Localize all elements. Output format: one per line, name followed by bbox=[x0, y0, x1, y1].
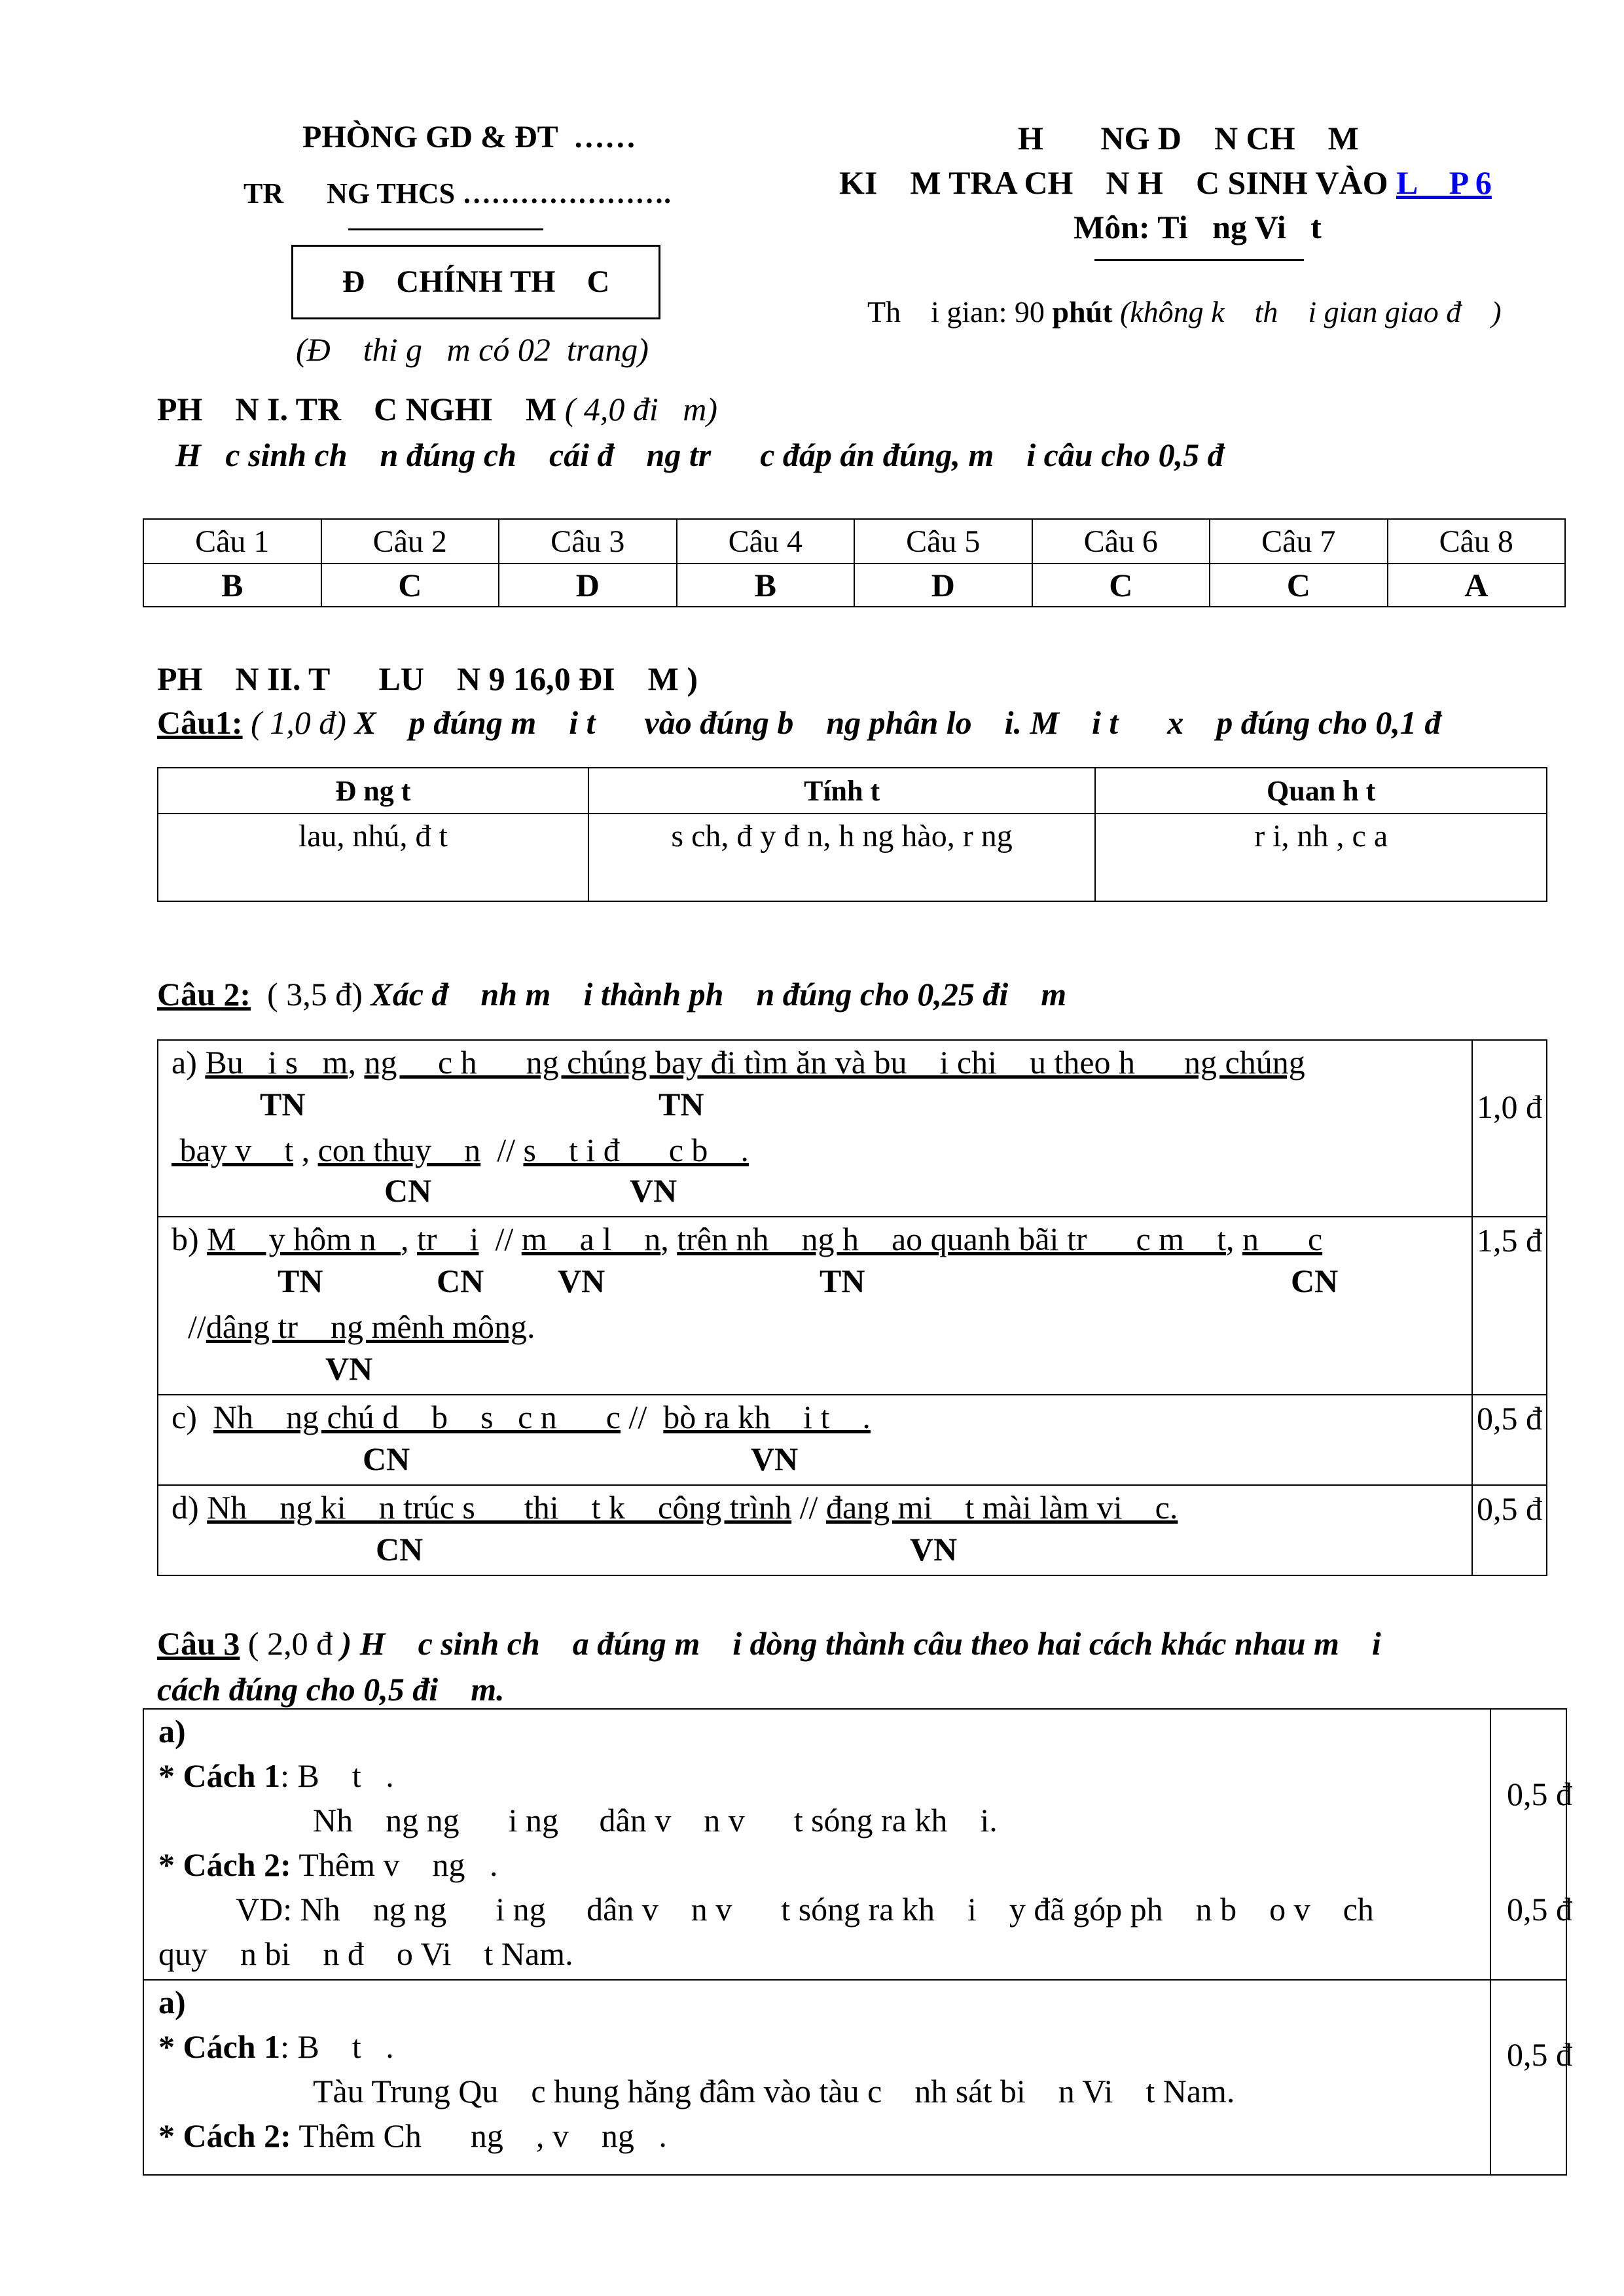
answer-cell: B bbox=[677, 564, 855, 607]
score-value: 0,5 đ bbox=[1507, 1891, 1572, 1928]
row-marker: c) bbox=[171, 1399, 213, 1435]
q3-heading-cont: cách đúng cho 0,5 đi m. bbox=[157, 1671, 505, 1708]
separator: // bbox=[621, 1399, 664, 1435]
predicate: s t i đ c b . bbox=[523, 1132, 749, 1168]
separator: , bbox=[293, 1132, 318, 1168]
row-marker: b) bbox=[171, 1221, 208, 1257]
part1-heading bbox=[157, 390, 717, 428]
table-row bbox=[143, 519, 1565, 564]
separator: , bbox=[401, 1221, 418, 1257]
answer-cell: C bbox=[321, 564, 499, 607]
table-row bbox=[143, 1709, 1566, 1980]
q1-points: ( 1,0 đ) bbox=[242, 704, 346, 741]
item-label: a) bbox=[158, 1984, 186, 2020]
table-cell bbox=[158, 1217, 1472, 1395]
example-text: VD: Nh ng ng i ng dân v n v t sóng ra kh i y đã góp ph n b o v ch bbox=[236, 1891, 1374, 1928]
example-text: Nh ng ng i ng dân v n v t sóng ra kh i. bbox=[313, 1802, 998, 1839]
method-label: * Cách 2: bbox=[158, 1846, 291, 1883]
answer-cell: D bbox=[499, 564, 677, 607]
divider bbox=[348, 228, 543, 230]
subject-label: Môn: Ti ng Vi t bbox=[1074, 209, 1322, 245]
table-row bbox=[143, 1980, 1566, 2175]
tag-tn: TN bbox=[260, 1086, 306, 1122]
subject: tr i bbox=[417, 1221, 479, 1257]
title-line-2-text: KI M TRA CH N H C SINH VÀO bbox=[839, 164, 1397, 201]
table-header-cell: Đ ng t bbox=[158, 768, 588, 814]
word-class-table bbox=[157, 767, 1547, 902]
table-cell bbox=[158, 1395, 1472, 1485]
method-text: : B t . bbox=[280, 2028, 394, 2065]
grade-link[interactable]: L P 6 bbox=[1396, 164, 1492, 201]
table-cell: r i, nh , c a bbox=[1095, 814, 1547, 901]
subject: Nh ng chú d b s c n c bbox=[213, 1399, 621, 1435]
table-header-cell: Câu 4 bbox=[677, 519, 855, 564]
tag-vn: VN bbox=[558, 1263, 605, 1299]
table-row bbox=[158, 1217, 1547, 1395]
subject: con thuy n bbox=[317, 1132, 481, 1168]
pages-note: (Đ thi g m có 02 trang) bbox=[296, 331, 649, 368]
answer-cell: B bbox=[143, 564, 321, 607]
time-label bbox=[867, 295, 1502, 329]
official-badge bbox=[291, 245, 660, 319]
predicate: m a l n bbox=[521, 1221, 661, 1257]
table-cell bbox=[143, 1709, 1490, 1980]
separator: // bbox=[480, 1132, 524, 1168]
sentence-expansion-table bbox=[143, 1708, 1572, 2176]
score-cell bbox=[1490, 1709, 1572, 1980]
punctuation: . bbox=[527, 1308, 535, 1345]
method-label: * Cách 1 bbox=[158, 2028, 281, 2065]
table-cell bbox=[158, 1485, 1472, 1575]
answer-cell: A bbox=[1388, 564, 1566, 607]
table-row bbox=[158, 1485, 1547, 1575]
title-line-2 bbox=[839, 164, 1492, 202]
part1-points: ( 4,0 đi m) bbox=[556, 391, 718, 427]
school-label: TR NG THCS …………………. bbox=[244, 177, 672, 209]
table-row bbox=[143, 564, 1565, 607]
q3-points: ( 2,0 đ bbox=[240, 1625, 341, 1662]
part2-heading: PH N II. T LU N 9 16,0 ĐI M ) bbox=[157, 660, 698, 697]
answer-cell: D bbox=[854, 564, 1032, 607]
separator: // bbox=[791, 1489, 826, 1526]
q1-heading bbox=[157, 704, 1441, 742]
subject: n c bbox=[1242, 1221, 1323, 1257]
adverbial: ng c h ng chúng bay đi tìm ăn và bu i chi u theo h ng chúng bbox=[364, 1044, 1305, 1081]
table-row bbox=[158, 1040, 1547, 1217]
q2-label: Câu 2: bbox=[157, 976, 251, 1013]
table-header-cell: Câu 8 bbox=[1388, 519, 1566, 564]
table-header-cell: Câu 2 bbox=[321, 519, 499, 564]
separator: , bbox=[660, 1221, 677, 1257]
tag-cn: CN bbox=[1291, 1263, 1339, 1299]
q2-heading bbox=[157, 975, 1066, 1013]
time-note: (không k th i gian giao đ ) bbox=[1112, 295, 1502, 329]
table-row bbox=[158, 1395, 1547, 1485]
subject: Nh ng ki n trúc s thi t k công trình bbox=[207, 1489, 792, 1526]
table-header-cell: Câu 5 bbox=[854, 519, 1032, 564]
method-text: Thêm Ch ng , v ng . bbox=[291, 2117, 667, 2154]
row-marker: d) bbox=[171, 1489, 208, 1526]
separator: , bbox=[1225, 1221, 1242, 1257]
part1-heading-text: PH N I. TR C NGHI M bbox=[157, 391, 557, 427]
method-text: Thêm v ng . bbox=[291, 1846, 498, 1883]
example-text-cont: quy n bi n đ o Vi t Nam. bbox=[158, 1935, 573, 1972]
item-label: a) bbox=[158, 1713, 186, 1749]
tag-cn: CN bbox=[437, 1263, 484, 1299]
answer-cell: C bbox=[1210, 564, 1388, 607]
example-text: Tàu Trung Qu c hung hăng đâm vào tàu c nh sát bi n Vi t Nam. bbox=[313, 2073, 1235, 2109]
adverbial: Bu i s m bbox=[205, 1044, 348, 1081]
tag-tn: TN bbox=[278, 1263, 323, 1299]
table-cell bbox=[158, 1040, 1472, 1217]
method-label: * Cách 1 bbox=[158, 1757, 281, 1794]
q2-points: ( 3,5 đ) bbox=[251, 976, 371, 1013]
table-row bbox=[158, 768, 1547, 814]
divider bbox=[1094, 259, 1304, 261]
separator: // bbox=[171, 1308, 206, 1345]
table-header-cell: Tính t bbox=[588, 768, 1096, 814]
q3-heading bbox=[157, 1624, 1381, 1662]
table-row bbox=[158, 814, 1547, 901]
tag-vn: VN bbox=[910, 1531, 958, 1568]
q3-label: Câu 3 bbox=[157, 1625, 240, 1662]
tag-cn: CN bbox=[376, 1531, 424, 1568]
method-label: * Cách 2: bbox=[158, 2117, 291, 2154]
answer-table bbox=[143, 518, 1566, 607]
table-header-cell: Câu 7 bbox=[1210, 519, 1388, 564]
score-value: 0,5 đ bbox=[1507, 1776, 1572, 1812]
title-line-1: H NG D N CH M bbox=[1018, 120, 1359, 156]
time-prefix: Th i gian: 90 bbox=[867, 295, 1053, 329]
answer-cell: C bbox=[1032, 564, 1210, 607]
table-cell: lau, nhú, đ t bbox=[158, 814, 588, 901]
adverbial: M y hôm n bbox=[207, 1221, 401, 1257]
q1-text: X p đúng m i t vào đúng b ng phân lo i. M i t x p đúng cho 0,1 đ bbox=[346, 704, 1441, 741]
tag-cn: CN bbox=[363, 1441, 410, 1477]
predicate: bò ra kh i t . bbox=[663, 1399, 871, 1435]
predicate: dâng tr ng mênh mông bbox=[206, 1308, 528, 1345]
method-text: : B t . bbox=[280, 1757, 394, 1794]
q3-text: ) H c sinh ch a đúng m i dòng thành câu theo hai cách khác nhau m i bbox=[340, 1625, 1381, 1662]
table-header-cell: Câu 1 bbox=[143, 519, 321, 564]
tag-vn: VN bbox=[630, 1172, 677, 1209]
predicate: đang mi t mài làm vi c. bbox=[825, 1489, 1178, 1526]
adverbial: trên nh ng h ao quanh bãi tr c m t bbox=[677, 1221, 1226, 1257]
q2-text: Xác đ nh m i thành ph n đúng cho 0,25 đi m bbox=[370, 976, 1067, 1013]
adverbial: bay v t bbox=[171, 1132, 294, 1168]
table-cell: s ch, đ y đ n, h ng hào, r ng bbox=[588, 814, 1096, 901]
table-header-cell: Câu 3 bbox=[499, 519, 677, 564]
table-header-cell: Quan h t bbox=[1095, 768, 1547, 814]
score-cell bbox=[1490, 1980, 1572, 2175]
table-cell bbox=[143, 1980, 1490, 2175]
official-badge-label: Đ CHÍNH TH C bbox=[342, 264, 610, 299]
separator: , bbox=[348, 1044, 365, 1081]
part1-instruction: H c sinh ch n đúng ch cái đ ng tr c đáp án đúng, m i câu cho 0,5 đ bbox=[175, 437, 1224, 473]
row-marker: a) bbox=[171, 1044, 206, 1081]
score-cell: 1,5 đ bbox=[1472, 1217, 1547, 1395]
score-cell: 1,0 đ bbox=[1472, 1040, 1547, 1217]
tag-tn: TN bbox=[820, 1263, 865, 1299]
score-value: 0,5 đ bbox=[1507, 2036, 1572, 2073]
sentence-analysis-table bbox=[157, 1039, 1547, 1576]
score-cell: 0,5 đ bbox=[1472, 1485, 1547, 1575]
tag-vn: VN bbox=[325, 1350, 373, 1387]
tag-cn: CN bbox=[384, 1172, 432, 1209]
separator: // bbox=[478, 1221, 522, 1257]
tag-vn: VN bbox=[751, 1441, 799, 1477]
score-cell: 0,5 đ bbox=[1472, 1395, 1547, 1485]
table-header-cell: Câu 6 bbox=[1032, 519, 1210, 564]
tag-tn: TN bbox=[659, 1086, 704, 1122]
time-unit: phút bbox=[1052, 295, 1113, 329]
department-label: PHÒNG GD & ĐT …… bbox=[302, 120, 636, 154]
q1-label: Câu1: bbox=[157, 704, 243, 741]
